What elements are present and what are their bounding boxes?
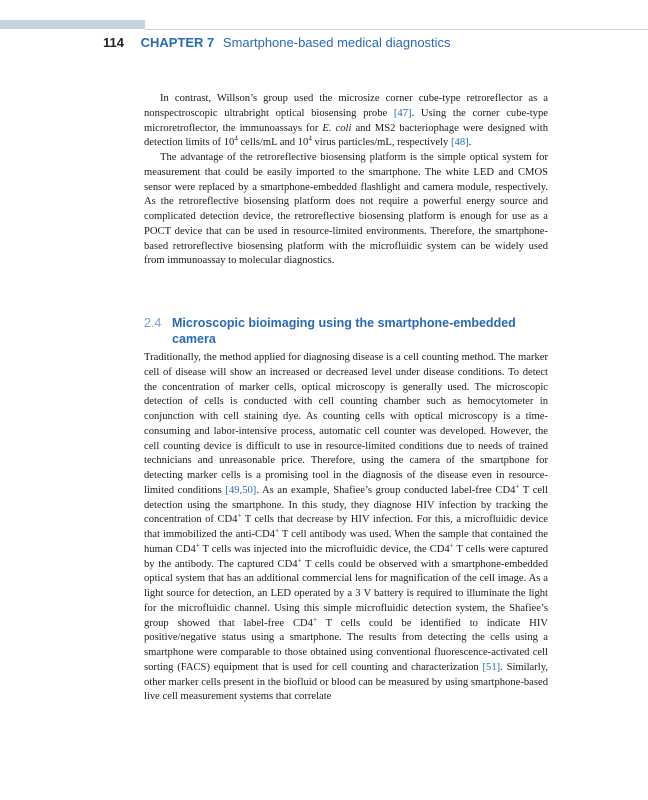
citation-link[interactable]: [51] <box>482 661 501 673</box>
section-heading <box>144 315 548 347</box>
section-title-line1: Microscopic bioimaging using the smartphone-embedded <box>172 316 516 330</box>
text-run: . Similarly, other marker cells present in the biofluid or blood can be measured by using smartphone-based live cell measurement systems that correlate <box>144 661 548 703</box>
citation-link[interactable]: [47] <box>393 107 412 119</box>
chapter-title: Smartphone-based medical diagnostics <box>222 35 451 50</box>
superscript: + <box>297 555 302 564</box>
superscript: 4 <box>234 134 238 143</box>
text-run: T cell detection using the smartphone. In this study, they diagnose HIV infection by tracking the concentration of CD4 <box>144 484 548 526</box>
text-block-lower <box>144 351 548 705</box>
text-run: T cells were captured by the antibody. The captured CD4 <box>144 543 548 570</box>
paragraph-3 <box>144 351 548 705</box>
running-header <box>103 35 451 50</box>
text-block-upper <box>144 92 548 269</box>
header-accent-bar <box>0 20 145 29</box>
section-number: 2.4 <box>144 316 162 330</box>
text-run: virus particles/mL, respectively <box>311 137 451 149</box>
citation-link[interactable]: [48] <box>451 137 469 149</box>
text-run: Traditionally, the method applied for diagnosing disease is a cell counting method. The marker cell of disease will show an increased or decreased level under disease conditions. To detect the concentration of marker cells, optical microscopy is generally used. The microscopic detection of cells is conducted with cell counting chamber such as hemocytometer in conjunction with cell staining dye. As counting cells with optical microscopy is a time-consuming and labor-intensive process, automatic cell counter was developed. However, the cell counting device is difficult to use in resource-limited conditions due to needs of trained technicians and unreasonable price. Therefore, using the camera of the smartphone for detecting marker cells is a promising tool in the diagnosis of the disease even in resource-limited conditions <box>144 352 548 496</box>
citation-link[interactable]: [49,50] <box>225 484 257 496</box>
superscript: + <box>195 541 200 550</box>
text-run: . Using the corner cube-type microretroflector, the immunoassays for <box>144 107 548 134</box>
superscript: + <box>449 541 454 550</box>
text-run: T cells that decrease by HIV infection. For this, a microfluidic device that immobilized the anti-CD4 <box>144 514 548 540</box>
text-run: T cell antibody was used. When the sample that contained the human CD4 <box>144 529 549 555</box>
text-run: . <box>468 137 472 149</box>
text-run: T cells could be observed with a smartphone-embedded optical system that has an additional commercial lens for magnification of the cell image. As a light source for detection, an LED operated by a 3 V battery is required to illuminate the light for the microfluidic channel. Using this simple microfluidic detection system, the Shafiee’s group showed that label-free CD4 <box>144 558 548 629</box>
superscript: + <box>237 511 242 520</box>
text-run: In contrast, Willson’s group used the microsize corner cube-type retroreflector as a nonspectroscopic ultrabright optical biosensing probe <box>144 93 548 119</box>
superscript: + <box>312 614 317 623</box>
paragraph-2: The advantage of the retroreflective biosensing platform is the simple optical system for measurement that could be easily imported to the smartphone. The white LED and CMOS sensor were replaced by a smartphone-embedded flashlight and camera module, respectively. As the retroreflective biosensing platform does not require a powerful energy source and complicated detection device, the retroreflective biosensing platform is enough for use as a POCT device that can be used in resource-limited environments. Therefore, the smartphone-based retroreflective biosensing platform with the microfluidic system can be widely used from immunoassay to molecular diagnostics. <box>144 152 548 267</box>
section-title-line2: camera <box>172 332 216 346</box>
text-run: T cells could be identified to indicate HIV positive/negative status using a smartphone. The results from detecting the cells using a smartphone were comparable to those obtained using conventional fluorescence-activated cell sorting (FACS) equipment that is used for cell counting and characterization <box>144 617 549 673</box>
text-run: T cells was injected into the microfluidic device, the CD4 <box>199 543 450 555</box>
superscript: 4 <box>308 134 312 143</box>
text-run: and MS2 bacteriophage were designed with detection limits of 10 <box>144 122 548 149</box>
text-run: cells/mL and 10 <box>237 137 309 149</box>
header-rule <box>145 29 648 30</box>
text-run: . As an example, Shafiee’s group conducted label-free CD4 <box>256 484 516 496</box>
chapter-label: CHAPTER 7 <box>140 35 215 50</box>
superscript: + <box>515 482 520 491</box>
page-number: 114 <box>103 35 124 50</box>
paragraph-1 <box>144 92 548 151</box>
superscript: + <box>275 526 280 535</box>
species-name: E. coli <box>322 122 352 134</box>
